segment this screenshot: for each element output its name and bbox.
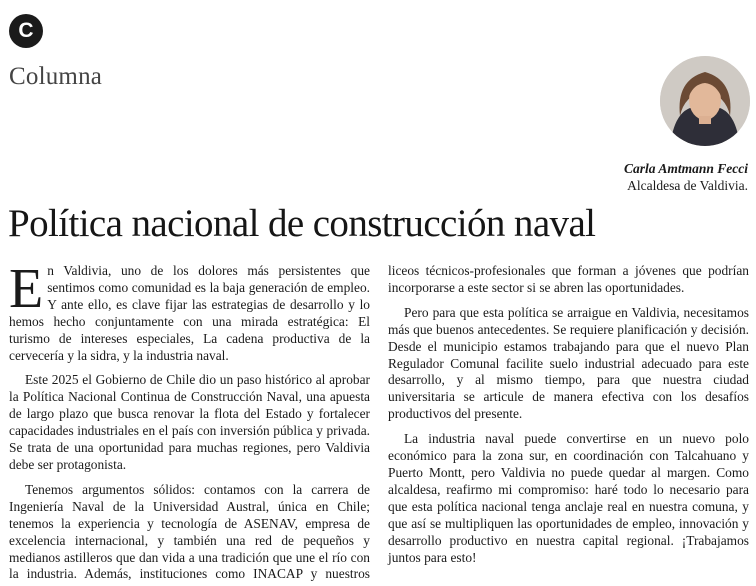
article-paragraph: Pero para que esta política se arraigue en Valdivia, necesitamos más que buenos antecedentes. Se requiere planificación y decisión. Desde el municipio estamos trabajando para que el nuevo Plan Regulador Comunal facilite suelo industrial adecuado para este desarrollo, y al mismo tiempo, para que nuestra ciudad universitaria se articule de manera efectiva con los desafíos productivos del presente. [388,304,749,422]
article-paragraph: Tenemos argumentos sólidos: contamos con la carrera de Ingeniería Naval de la Universidad Austral, única en Chile; tenemos la experiencia y tecnología de ASENAV, empresa de excelencia internacional, y también una red de pequeños y medianos astilleros que dan vida a una tradición que une el río con la industria. Además, instituciones como INACAP y nuestros liceos técnicos-profesionales que forman a jóvenes que podrían incorporarse a este sector si se abren las oportunidades. [9,263,749,582]
article-body [9,258,749,585]
author-byline [624,160,748,194]
article-paragraph: La industria naval puede convertirse en un nuevo polo económico para la zona sur, en coordinación con Talcahuano y Puerto Montt, pero Valdivia no puede quedar al margen. Como alcaldesa, reafirmo mi compromiso: haré todo lo necesario para que esta política nacional tenga anclaje real en nuestra comuna, y que así se multipliquen las oportunidades de empleo, innovación y desarrollo productivo en nuestra capital regional. ¡Trabajamos juntos para esto! [388,431,749,565]
author-portrait-icon [660,56,750,146]
author-photo [660,56,750,146]
column-badge: C [9,14,43,48]
author-name: Carla Amtmann Fecci [623,161,748,176]
article-headline: Política nacional de construcción naval [8,202,596,245]
paragraph-text: n Valdivia, uno de los dolores más persistentes que sentimos como comunidad es la baja generación de empleo. Y ante ello, es clave fijar las estrategias de desarrollo y lo hemos hecho conjuntamente con una mirada estratégica: El turismo de intereses especiales, La cadena productiva de la cervecería y la sidra, y la industria naval. [9,263,370,363]
article-paragraph [9,258,370,364]
author-role: Alcaldesa de Valdivia. [627,178,748,193]
section-label: Columna [9,63,103,90]
drop-cap: E [9,258,44,320]
article-paragraph: Este 2025 el Gobierno de Chile dio un paso histórico al aprobar la Política Nacional Continua de Construcción Naval, una apuesta de largo plazo que busca renovar la flota del Estado y fortalecer capacidades industriales en el país con inversión pública y privada. Se trata de una oportunidad para muchas regiones, pero Valdivia debe ser protagonista. [9,372,370,472]
